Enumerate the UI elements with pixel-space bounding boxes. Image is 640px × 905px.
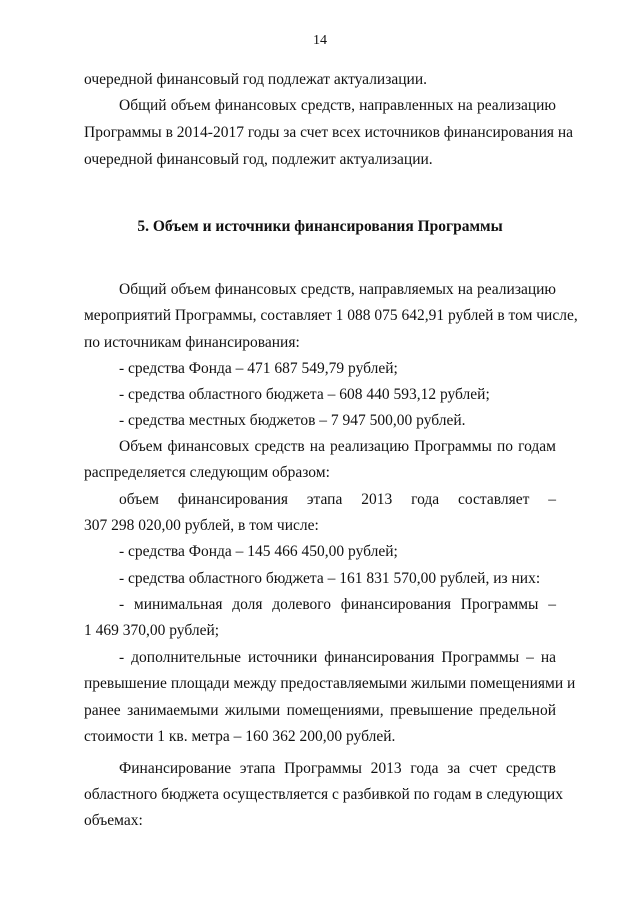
text-line: распределяется следующим образом:: [84, 464, 330, 481]
text-line: по источникам финансирования:: [84, 334, 300, 351]
text-line: Объем финансовых средств на реализацию Программы по годам: [119, 438, 556, 455]
text-line: стоимости 1 кв. метра – 160 362 200,00 рублей.: [84, 728, 396, 745]
page-number: 14: [313, 33, 327, 48]
text-line: Программы в 2014-2017 годы за счет всех источников финансирования на: [84, 124, 574, 141]
text-line: Общий объем финансовых средств, направленных на реализацию: [119, 97, 556, 114]
text-line: объемах:: [84, 812, 143, 829]
section-heading: 5. Объем и источники финансирования Программы: [137, 218, 503, 235]
list-item: - средства местных бюджетов – 7 947 500,00 рублей.: [119, 412, 466, 429]
text-line: мероприятий Программы, составляет 1 088 075 642,91 рублей в том числе,: [84, 307, 578, 324]
text-line: ранее занимаемыми жилыми помещениями, превышение предельной: [84, 702, 556, 719]
text-line: 307 298 020,00 рублей, в том числе:: [84, 517, 319, 534]
text-line: объем финансирования этапа 2013 года составляет –: [119, 491, 556, 508]
list-item: - минимальная доля долевого финансирования Программы –: [119, 596, 556, 613]
text-line: 1 469 370,00 рублей;: [84, 622, 220, 639]
text-line: Общий объем финансовых средств, направляемых на реализацию: [119, 281, 556, 298]
text-line: областного бюджета осуществляется с разбивкой по годам в следующих: [84, 786, 563, 803]
list-item: - средства Фонда – 471 687 549,79 рублей;: [119, 360, 398, 377]
list-item: - средства областного бюджета – 161 831 570,00 рублей, из них:: [119, 570, 541, 587]
text-line: очередной финансовый год, подлежит актуализации.: [84, 151, 433, 168]
list-item: - дополнительные источники финансирования Программы – на: [119, 649, 556, 666]
text-line: превышение площади между предоставляемыми жилыми помещениями и: [84, 675, 576, 692]
list-item: - средства областного бюджета – 608 440 593,12 рублей;: [119, 386, 490, 403]
text-line: очередной финансовый год подлежат актуализации.: [84, 71, 427, 88]
list-item: - средства Фонда – 145 466 450,00 рублей;: [119, 543, 398, 560]
text-line: Финансирование этапа Программы 2013 года за счет средств: [119, 760, 556, 777]
